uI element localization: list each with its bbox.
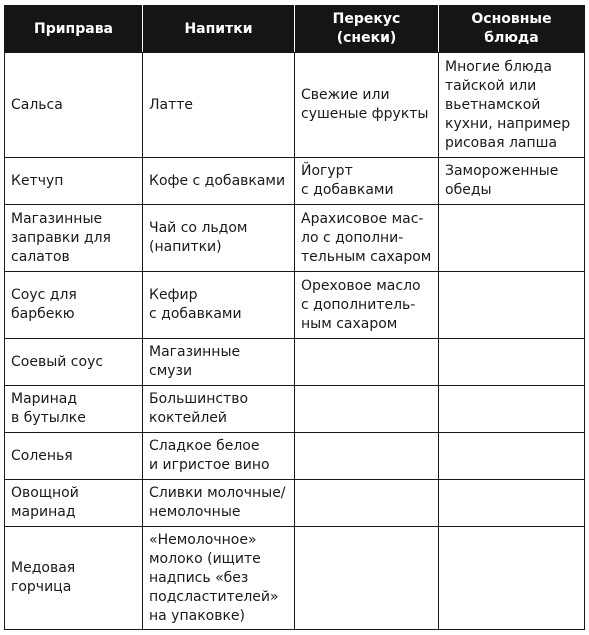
table-row: [5, 480, 585, 527]
cell-drink: Кефир с добавками: [143, 272, 295, 339]
header-row: [5, 6, 585, 53]
cell-main-dish: [439, 527, 585, 630]
cell-main-dish: Многие блюда тайской или вьетнамской кухни, например рисовая лапша: [439, 53, 585, 158]
cell-main-dish: [439, 433, 585, 480]
cell-snack: Арахисовое мас- ло с дополни- тельным сахаром: [295, 205, 439, 272]
cell-condiment: Овощной маринад: [5, 480, 143, 527]
cell-condiment: Соус для барбекю: [5, 272, 143, 339]
cell-snack: Свежие или сушеные фрукты: [295, 53, 439, 158]
table-row: [5, 205, 585, 272]
table-row: [5, 158, 585, 205]
header-condiment: Приправа: [5, 6, 143, 53]
cell-condiment: Сальса: [5, 53, 143, 158]
cell-main-dish: Замороженные обеды: [439, 158, 585, 205]
table-row: [5, 339, 585, 386]
cell-main-dish: [439, 339, 585, 386]
cell-condiment: Магазинные заправки для салатов: [5, 205, 143, 272]
table-row: [5, 272, 585, 339]
cell-snack: [295, 527, 439, 630]
cell-main-dish: [439, 386, 585, 433]
cell-condiment: Медовая горчица: [5, 527, 143, 630]
cell-drink: Чай со льдом (напитки): [143, 205, 295, 272]
table-row: [5, 433, 585, 480]
header-snacks: Перекус (снеки): [295, 6, 439, 53]
cell-condiment: Соленья: [5, 433, 143, 480]
cell-main-dish: [439, 205, 585, 272]
cell-condiment: Кетчуп: [5, 158, 143, 205]
cell-snack: Йогурт с добавками: [295, 158, 439, 205]
cell-main-dish: [439, 272, 585, 339]
cell-drink: «Немолочное» молоко (ищите надпись «без подсластителей» на упаковке): [143, 527, 295, 630]
cell-snack: Ореховое масло с дополнитель- ным сахаром: [295, 272, 439, 339]
header-drinks: Напитки: [143, 6, 295, 53]
table-row: [5, 386, 585, 433]
cell-drink: Большинство коктейлей: [143, 386, 295, 433]
header-main-dishes: Основные блюда: [439, 6, 585, 53]
cell-snack: [295, 339, 439, 386]
cell-drink: Сливки молочные/ немолочные: [143, 480, 295, 527]
food-table: [4, 5, 585, 630]
cell-drink: Сладкое белое и игристое вино: [143, 433, 295, 480]
cell-drink: Магазинные смузи: [143, 339, 295, 386]
cell-snack: [295, 433, 439, 480]
cell-condiment: Маринад в бутылке: [5, 386, 143, 433]
table-row: [5, 53, 585, 158]
cell-condiment: Соевый соус: [5, 339, 143, 386]
cell-drink: Латте: [143, 53, 295, 158]
cell-snack: [295, 386, 439, 433]
cell-snack: [295, 480, 439, 527]
cell-drink: Кофе с добавками: [143, 158, 295, 205]
cell-main-dish: [439, 480, 585, 527]
table-row: [5, 527, 585, 630]
